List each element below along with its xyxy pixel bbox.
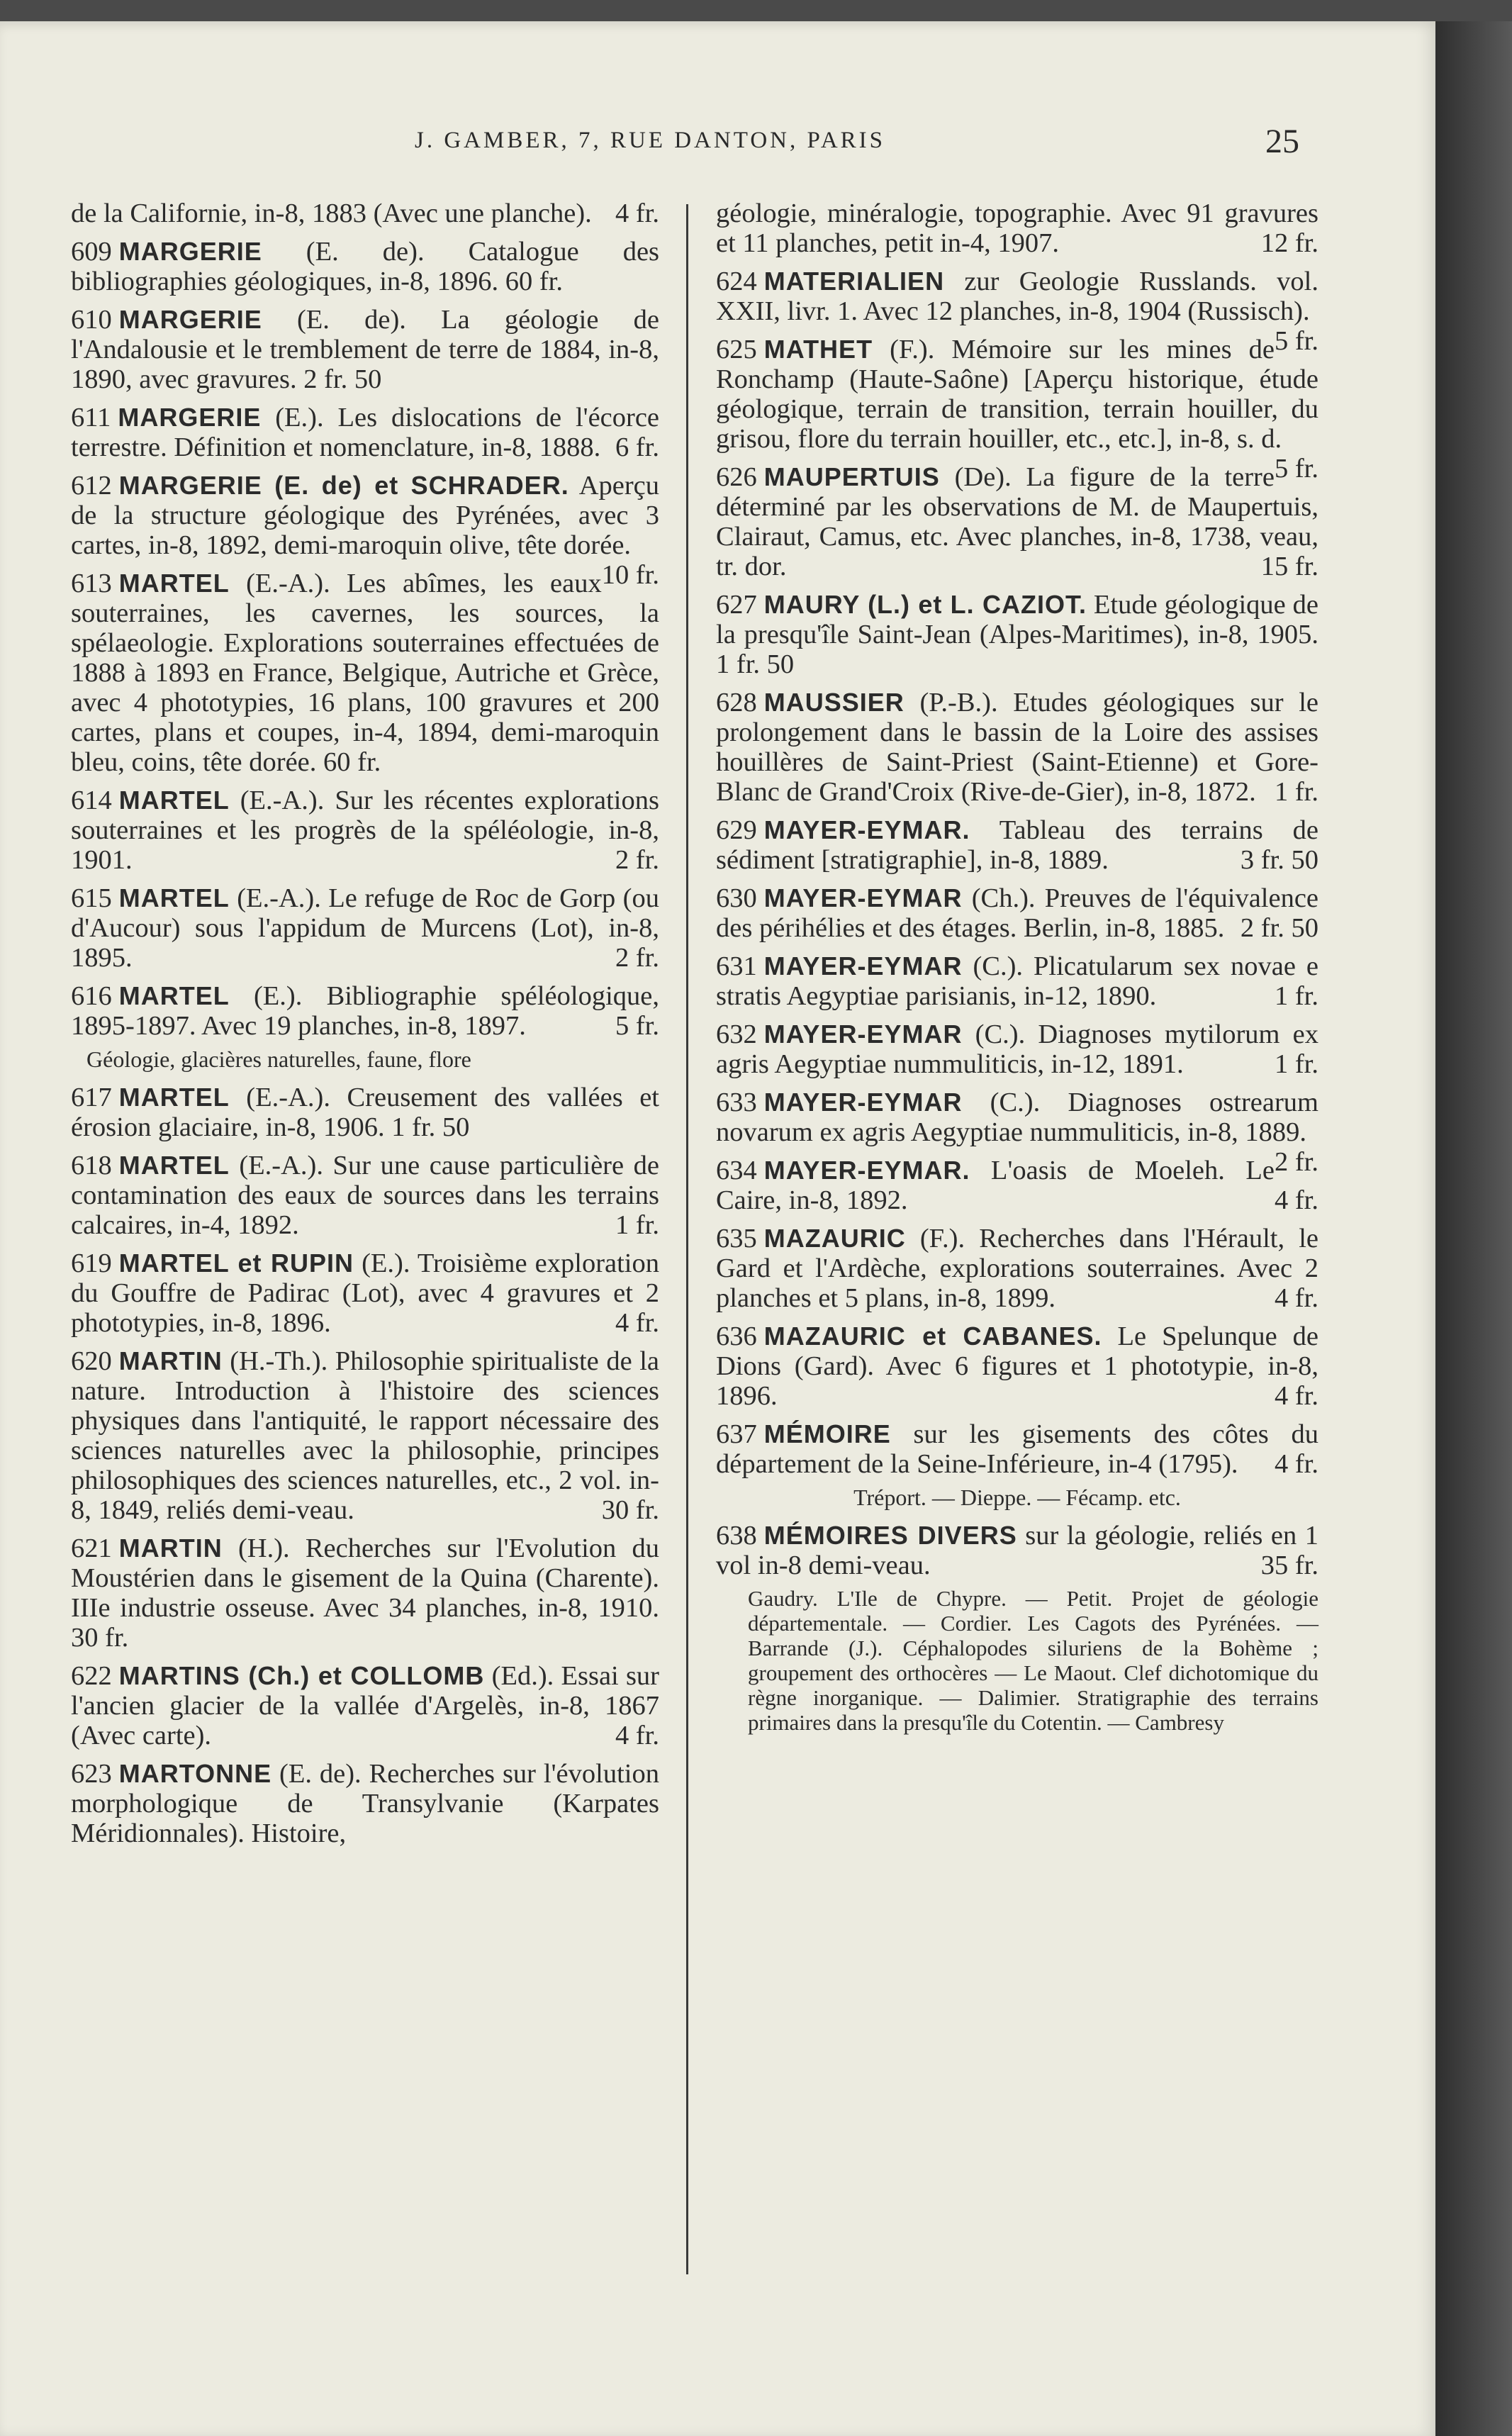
- entry-author: MAUPERTUIS: [763, 462, 940, 491]
- catalog-entry: [71, 786, 659, 875]
- entry-author: MATHET: [763, 335, 873, 364]
- entry-number: 633: [716, 1088, 757, 1117]
- catalog-entry: [716, 590, 1318, 679]
- entry-author: MARTEL: [118, 1083, 230, 1112]
- entry-text: (E.-A.). Sur une cause particulière de contamination des eaux de sources dans les terrains calcaires, in-4, 1892.: [71, 1151, 659, 1240]
- entry-number: 635: [716, 1224, 757, 1253]
- running-header: J. GAMBER, 7, RUE DANTON, PARIS: [415, 128, 886, 153]
- entry-price: 30 fr.: [601, 1495, 659, 1525]
- catalog-entry: [71, 305, 659, 394]
- entry-number: 634: [716, 1156, 757, 1185]
- entry-number: 630: [716, 883, 757, 913]
- entry-text: (E. de). La géologie de l'Andalousie et le tremblement de terre de 1884, in-8, 1890, avec gravures. 2 fr. 50: [71, 305, 660, 394]
- entry-number: 615: [71, 883, 112, 913]
- entry-number: 626: [716, 462, 757, 492]
- entry-number: 631: [716, 951, 757, 981]
- catalog-entry: [716, 1019, 1318, 1079]
- entry-price: 4 fr.: [615, 1308, 659, 1338]
- left-column: [71, 199, 659, 1857]
- entry-author: MAUSSIER: [763, 688, 905, 717]
- entry-note: Tréport. — Dieppe. — Fécamp. etc.: [853, 1485, 1181, 1510]
- entry-number: 636: [716, 1322, 757, 1351]
- catalog-entry: [716, 1224, 1318, 1313]
- entry-number: 622: [71, 1661, 112, 1691]
- entry-text: (E. de). Catalogue des bibliographies géologiques, in-8, 1896. 60 fr.: [71, 237, 660, 296]
- entry-number: 612: [71, 471, 112, 501]
- entry-number: 624: [716, 267, 757, 296]
- catalog-entry: [71, 1533, 659, 1653]
- entry-text: (De). La figure de la terre déterminé par les observations de M. de Maupertuis, Clairaut, Camus, etc. Avec planches, in-8, 1738, veau, tr. dor.: [716, 462, 1318, 581]
- entry-number: 616: [71, 981, 112, 1011]
- entry-list: [71, 237, 659, 1848]
- entry-text: (F.). Recherches dans l'Hérault, le Gard et l'Ardèche, explorations souterraines. Avec 2 planches et 5 plans, in-8, 1899.: [716, 1224, 1319, 1313]
- entry-text: Le Spelunque de Dions (Gard). Avec 6 figures et 1 phototypie, in-8, 1896.: [716, 1322, 1319, 1411]
- entry-author: MARTONNE: [118, 1759, 272, 1788]
- entry-author: MAYER-EYMAR: [763, 883, 963, 912]
- entry-text: (E.-A.). Sur les récentes explorations souterraines et les progrès de la spéléologie, in-8, 1901.: [71, 786, 659, 875]
- catalog-entry: [716, 951, 1318, 1011]
- entry-number: 638: [716, 1521, 757, 1551]
- continued-entry: [71, 199, 659, 228]
- entry-text: (C.). Diagnoses ostrearum novarum ex agris Aegyptiae nummuliticis, in-8, 1889.: [716, 1088, 1319, 1147]
- entry-text: (H.). Recherches sur l'Evolution du Moustérien dans le gisement de la Quina (Charente). IIIe industrie osseuse. Avec 34 planches, in-8, 1910. 30 fr.: [71, 1533, 659, 1653]
- catalog-entry: [71, 883, 659, 973]
- catalog-entry: [716, 462, 1318, 581]
- entry-price: 35 fr.: [1260, 1551, 1318, 1580]
- entry-author: MARTEL: [118, 786, 230, 815]
- entry-text: (E.). Troisième exploration du Gouffre de Padirac (Lot), avec 4 gravures et 2 phototypies, in-8, 1896.: [71, 1248, 659, 1338]
- entry-number: 637: [716, 1419, 757, 1449]
- catalog-entry: [716, 1322, 1318, 1411]
- entry-price: 1 fr.: [1274, 981, 1318, 1011]
- continued-entry: [716, 199, 1318, 258]
- entry-text: (E.-A.). Creusement des vallées et érosion glaciaire, in-8, 1906. 1 fr. 50: [71, 1083, 660, 1142]
- entry-number: 625: [716, 335, 757, 364]
- entry-author: MAYER-EYMAR: [763, 1088, 963, 1117]
- catalog-entry: [71, 1248, 659, 1338]
- column-divider: [686, 204, 688, 2274]
- entry-text: (C.). Diagnoses mytilorum ex agris Aegyptiae nummuliticis, in-12, 1891.: [716, 1019, 1318, 1079]
- entry-text: (E.). Les dislocations de l'écorce terrestre. Définition et nomenclature, in-8, 1888.: [71, 403, 660, 462]
- entry-author: MAZAURIC: [763, 1224, 906, 1253]
- entry-price: 2 fr.: [1274, 1147, 1318, 1177]
- catalog-entry: [716, 815, 1318, 875]
- entry-number: 627: [716, 590, 757, 620]
- entry-author: MÉMOIRE: [763, 1419, 891, 1448]
- entry-author: MARGERIE: [118, 305, 262, 334]
- catalog-entry: [71, 1661, 659, 1750]
- entry-note: Gaudry. L'Ile de Chypre. — Petit. Projet de géologie départementale. — Cordier. Les Cagots des Pyrénées. — Barrande (J.). Céphalopodes siluriens de la Bohème ; groupement des orthocères — Le Maout. Clef dichotomique du règne inorganique. — Dalimier. Stratigraphie des terrains primaires dans la presqu'île du Cotentin. — Cambresy: [748, 1586, 1318, 1735]
- page-edge-shadow: [1435, 21, 1512, 2436]
- entry-price: 2 fr. 50: [1240, 913, 1318, 943]
- entry-price: 4 fr.: [615, 1721, 659, 1750]
- entry-number: 621: [71, 1533, 112, 1563]
- entry-author: MÉMOIRES DIVERS: [763, 1521, 1017, 1550]
- entry-text: (E.-A.). Le refuge de Roc de Gorp (ou d'Aucour) sous l'appidum de Murcens (Lot), in-8, 1895.: [71, 883, 659, 973]
- catalog-entry: [71, 1346, 659, 1525]
- entry-author: MAYER-EYMAR.: [763, 1156, 970, 1185]
- catalog-entry: [71, 1151, 659, 1240]
- catalog-entry: [716, 1419, 1318, 1479]
- entry-author: MARTINS (Ch.) et COLLOMB: [118, 1661, 485, 1690]
- entry-text: L'oasis de Moeleh. Le Caire, in-8, 1892.: [716, 1156, 1275, 1215]
- entry-price: 5 fr.: [615, 1011, 659, 1041]
- entry-author: MARTIN: [118, 1346, 223, 1375]
- catalog-entry: [716, 1521, 1318, 1580]
- entry-price: 4 fr.: [1274, 1381, 1318, 1411]
- entry-price: 1 fr.: [1274, 1049, 1318, 1079]
- entry-text: (E.-A.). Les abîmes, les eaux souterraines, les cavernes, les sources, la spélaeologie. Explorations souterraines effectuées de 1888 à 1893 en France, Belgique, Autriche et Grèce, avec 4 phototypies, 16 plans, 100 gravures et 200 cartes, plans et coupes, in-4, 1894, demi-maroquin bleu, coins, tête dorée. 60 fr.: [71, 569, 659, 777]
- catalog-entry: [71, 569, 659, 777]
- entry-number: 614: [71, 786, 112, 815]
- catalog-entry: [71, 981, 659, 1041]
- entry-number: 610: [71, 305, 112, 335]
- entry-number: 629: [716, 815, 757, 845]
- entry-author: MAYER-EYMAR: [763, 1019, 963, 1049]
- entry-text: zur Geologie Russlands. vol. XXII, livr. 1. Avec 12 planches, in-8, 1904 (Russisch).: [716, 267, 1319, 326]
- entry-price: 5 fr.: [1274, 454, 1318, 484]
- entry-text: Aperçu de la structure géologique des Pyrénées, avec 3 cartes, in-8, 1892, demi-maroquin olive, tête dorée.: [71, 471, 659, 560]
- right-column: [716, 199, 1318, 1745]
- entry-number: 609: [71, 237, 112, 267]
- entry-author: MARTEL et RUPIN: [118, 1248, 354, 1278]
- catalog-page: [0, 21, 1435, 2436]
- entry-number: 632: [716, 1019, 757, 1049]
- entry-text: (H.-Th.). Philosophie spiritualiste de la nature. Introduction à l'histoire des sciences physiques dans l'antiquité, le rapport nécessaire des sciences naturelles avec la philosophie, principes philosophiques des sciences naturelles, etc., 2 vol. in-8, 1849, reliés demi-veau.: [71, 1346, 660, 1525]
- entry-price: 4 fr.: [615, 199, 659, 228]
- entry-number: 619: [71, 1248, 112, 1278]
- entry-number: 611: [71, 403, 111, 432]
- entry-author: MARTEL: [118, 569, 230, 598]
- entry-author: MAYER-EYMAR.: [763, 815, 970, 844]
- entry-price: 4 fr.: [1274, 1449, 1318, 1479]
- entry-number: 623: [71, 1759, 112, 1789]
- entry-text: (E. de). Recherches sur l'évolution morphologique de Transylvanie (Karpates Méridionnales). Histoire,: [71, 1759, 659, 1848]
- entry-text: Tableau des terrains de sédiment [stratigraphie], in-8, 1889.: [716, 815, 1318, 875]
- entry-author: MAZAURIC et CABANES.: [763, 1322, 1102, 1351]
- entry-list: [716, 267, 1318, 1735]
- catalog-entry: [716, 688, 1318, 807]
- entry-price: 1 fr.: [615, 1210, 659, 1240]
- entry-author: MARTIN: [118, 1533, 223, 1563]
- entry-price: 4 fr.: [1274, 1185, 1318, 1215]
- entry-text: (C.). Plicatularum sex novae e stratis Aegyptiae parisianis, in-12, 1890.: [716, 951, 1318, 1011]
- catalog-entry: [71, 403, 659, 462]
- entry-author: MARGERIE (E. de) et SCHRADER.: [118, 471, 569, 500]
- entry-price: 2 fr.: [615, 943, 659, 973]
- entry-price: 5 fr.: [1274, 326, 1318, 356]
- entry-author: MAURY (L.) et L. CAZIOT.: [763, 590, 1087, 619]
- entry-author: MATERIALIEN: [763, 267, 945, 296]
- catalog-entry: [716, 883, 1318, 943]
- page-number: 25: [1265, 123, 1299, 160]
- continued-text: géologie, minéralogie, topographie. Avec 91 gravures et 11 planches, petit in-4, 1907.: [716, 199, 1318, 258]
- entry-text: sur la géologie, reliés en 1 vol in-8 demi-veau.: [716, 1521, 1318, 1580]
- entry-author: MAYER-EYMAR: [763, 951, 963, 980]
- entry-author: MARTEL: [118, 883, 230, 912]
- entry-price: 10 fr.: [601, 560, 659, 590]
- entry-text: (E.). Bibliographie spéléologique, 1895-1897. Avec 19 planches, in-8, 1897.: [71, 981, 659, 1041]
- catalog-entry: [71, 1083, 659, 1142]
- entry-author: MARGERIE: [118, 403, 262, 432]
- entry-price: 12 fr.: [1260, 228, 1318, 258]
- entry-price: 6 fr.: [615, 432, 659, 462]
- entry-text: (Ed.). Essai sur l'ancien glacier de la vallée d'Argelès, in-8, 1867 (Avec carte).: [71, 1661, 660, 1750]
- entry-price: 4 fr.: [1274, 1283, 1318, 1313]
- entry-author: MARTEL: [118, 981, 230, 1010]
- entry-text: Etude géologique de la presqu'île Saint-Jean (Alpes-Maritimes), in-8, 1905. 1 fr. 50: [716, 590, 1319, 679]
- entry-number: 618: [71, 1151, 112, 1180]
- entry-number: 613: [71, 569, 112, 598]
- entry-price: 15 fr.: [1260, 552, 1318, 581]
- entry-text: sur les gisements des côtes du département de la Seine-Inférieure, in-4 (1795).: [716, 1419, 1318, 1479]
- catalog-entry: [71, 1759, 659, 1848]
- entry-author: MARTEL: [118, 1151, 230, 1180]
- catalog-entry: [71, 237, 659, 296]
- entry-text: (Ch.). Preuves de l'équivalence des périhélies et des étages. Berlin, in-8, 1885.: [716, 883, 1318, 943]
- entry-price: 1 fr.: [1274, 777, 1318, 807]
- entry-number: 617: [71, 1083, 112, 1112]
- entry-number: 620: [71, 1346, 112, 1376]
- catalog-entry: [716, 1156, 1318, 1215]
- entry-number: 628: [716, 688, 757, 717]
- entry-author: MARGERIE: [118, 237, 262, 266]
- entry-text: (P.-B.). Etudes géologiques sur le prolongement dans le bassin de la Loire des assises houillères de Saint-Priest (Saint-Etienne) et Gore-Blanc de Grand'Croix (Rive-de-Gier), in-8, 1872.: [716, 688, 1319, 807]
- entry-price: 3 fr. 50: [1240, 845, 1318, 875]
- entry-text: (F.). Mémoire sur les mines de Ronchamp (Haute-Saône) [Aperçu historique, étude géologique, terrain de transition, terrain houiller, du grisou, flore du terrain houiller, etc., etc.], in-8, s. d.: [716, 335, 1318, 454]
- continued-text: de la Californie, in-8, 1883 (Avec une planche).: [71, 199, 592, 228]
- entry-price: 2 fr.: [615, 845, 659, 875]
- entry-note: Géologie, glacières naturelles, faune, flore: [86, 1046, 471, 1072]
